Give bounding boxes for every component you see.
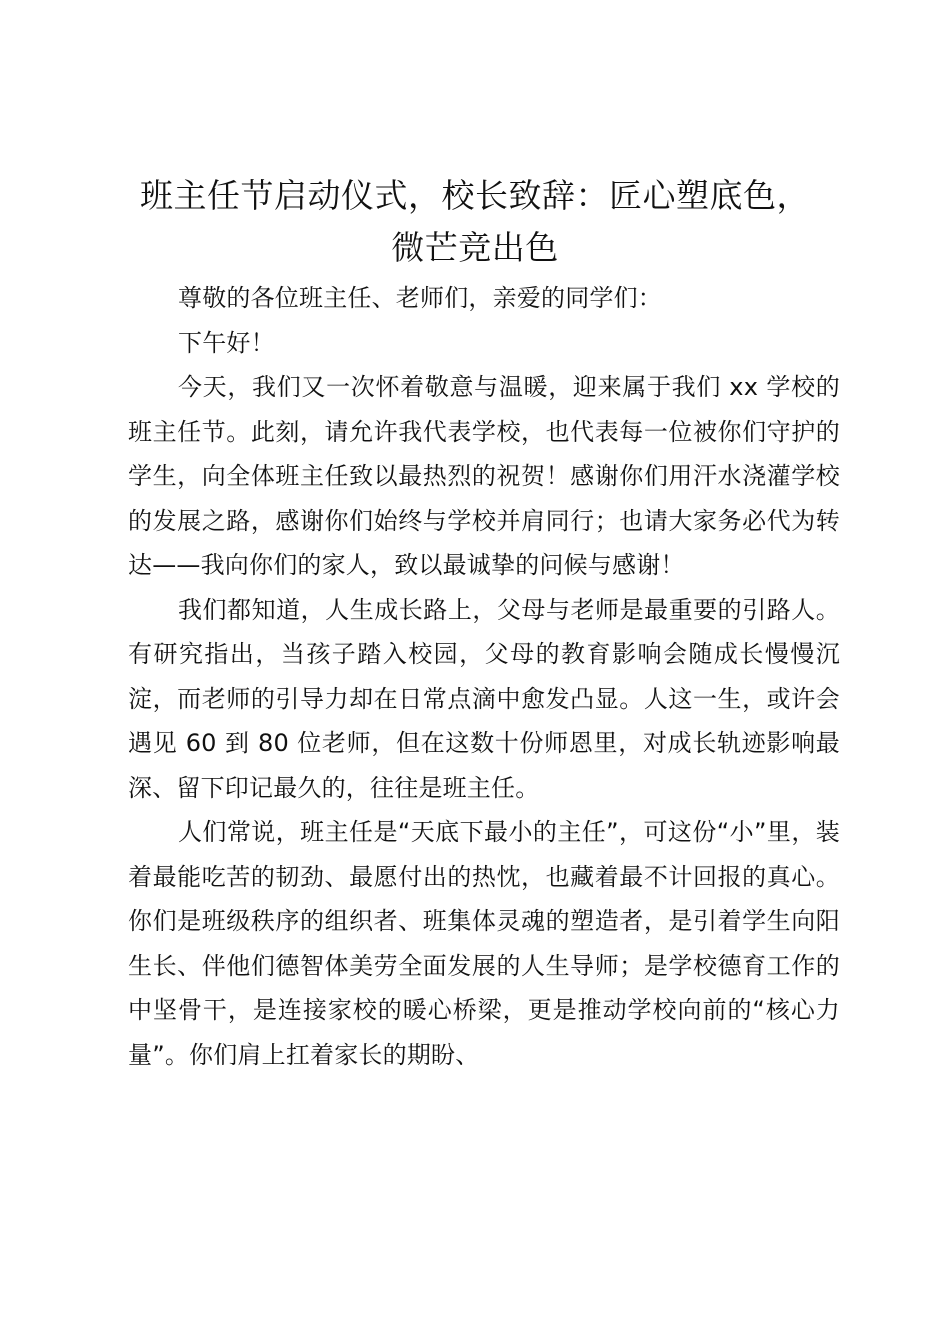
greeting-paragraph: 下午好！	[178, 328, 275, 357]
body-paragraph: 我们都知道，人生成长路上，父母与老师是最重要的引路人。有研究指出，当孩子踏入校园，父母的教育影响会随成长慢慢沉淀，而老师的引导力却在日常点滴中愈发凸显。人这一生，或许会遇见 60 到 80 位老师，但在这数十份师恩里，对成长轨迹影响最深、留下印记最久的，往往是班主任。	[128, 595, 840, 802]
title-line-1: 班主任节启动仪式，校长致辞：匠心塑底色，	[140, 176, 810, 215]
salutation-paragraph: 尊敬的各位班主任、老师们，亲爱的同学们：	[178, 284, 662, 312]
document-title	[120, 170, 830, 274]
title-line-2: 微芒竞出色	[391, 228, 559, 267]
body-paragraph: 今天，我们又一次怀着敬意与温暖，迎来属于我们 xx 学校的班主任节。此刻，请允许我代表学校，也代表每一位被你们守护的学生，向全体班主任致以最热烈的祝贺！感谢你们用汗水浇灌学校的发展之路，感谢你们始终与学校并肩同行；也请大家务必代为转达——我向你们的家人，致以最诚挚的问候与感谢！	[128, 373, 840, 579]
body-paragraph: 人们常说，班主任是“天底下最小的主任”，可这份“小”里，装着最能吃苦的韧劲、最愿付出的热忱，也藏着最不计回报的真心。你们是班级秩序的组织者、班集体灵魂的塑造者，是引着学生向阳生长、伴他们德智体美劳全面发展的人生导师；是学校德育工作的中坚骨干，是连接家校的暖心桥梁，更是推动学校向前的“核心力量”。你们肩上扛着家长的期盼、	[128, 818, 840, 1069]
document-body	[128, 276, 840, 1077]
